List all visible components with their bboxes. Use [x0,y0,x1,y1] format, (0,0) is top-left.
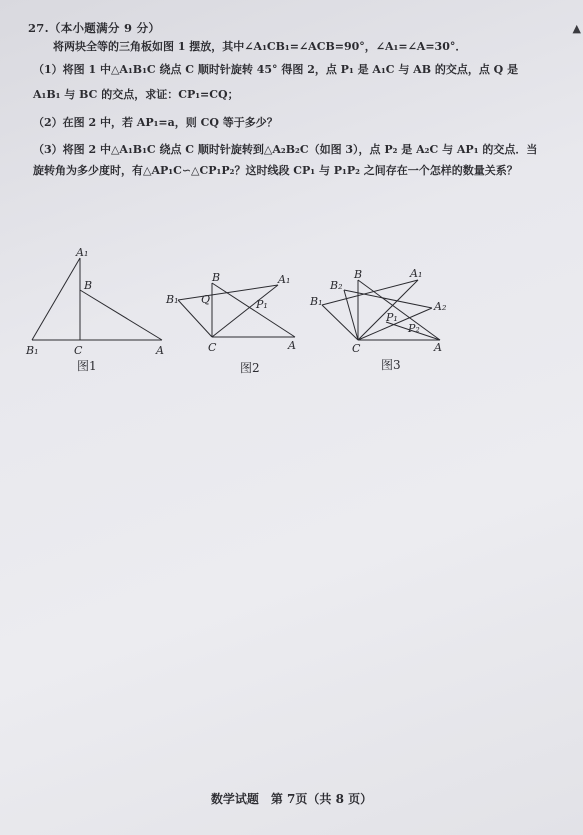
fig3-label-b1: B₁ [310,295,323,308]
fig1-label-a1: A₁ [76,246,89,259]
page-footer: 数学试题 第 7页（共 8 页） [210,792,373,806]
fig3-label-a1: A₁ [410,267,423,280]
fig3-label-c: C [352,342,361,355]
fig1-label-b: B [84,279,93,292]
fig1-label-b1: B₁ [26,344,39,357]
question-header: 27.（本小题满分 9 分） [28,21,161,35]
fig2-label-b1: B₁ [166,293,179,306]
fig2-label-a1: A₁ [278,273,291,286]
fig2-label-q: Q [201,293,211,306]
edge-mark: ▲ [572,22,581,35]
part1-line1: （1）将图 1 中△A₁B₁C 绕点 C 顺时针旋转 45° 得图 2，点 P₁ 是 A₁C 与 AB 的交点，点 Q 是 [33,63,519,76]
fig3-label-p2: P₂ [408,322,420,335]
fig3-caption: 图3 [381,358,401,372]
fig3-label-a: A [434,341,442,354]
fig1-label-a: A [156,344,164,357]
figure-1 [32,258,162,340]
fig2-edge-b-a [212,283,295,337]
fig2-label-a: A [288,339,296,352]
fig3-edge-b2-a2 [344,290,432,308]
fig1-edge-b1-a1 [32,258,80,340]
part2-text: （2）在图 2 中，若 AP₁=a，则 CQ 等于多少？ [33,116,278,129]
question-intro: 将两块全等的三角板如图 1 摆放，其中∠A₁CB₁=∠ACB=90°，∠A₁=∠A=30°． [53,40,467,53]
fig2-label-c: C [208,341,217,354]
fig2-edge-c-a1 [212,285,278,337]
fig3-label-b2: B₂ [330,279,343,292]
part3-text: （3）将图 2 中△A₁B₁C 绕点 C 顺时针旋转到△A₂B₂C（如图 3），点 P₂ 是 A₂C 与 AP₁ 的交点．当旋转角为多少度时，有△AP₁C∽△CP₁P₂？这时线段 CP₁ 与 P₁P₂ 之间存在一个怎样的数量关系？ [33,143,538,177]
fig1-caption: 图1 [77,359,97,373]
fig2-label-p1: P₁ [256,298,268,311]
fig2-caption: 图2 [240,361,260,375]
fig3-label-a2: A₂ [434,300,447,313]
fig1-label-c: C [74,344,83,357]
figure-2 [178,283,295,337]
fig2-label-b: B [212,271,221,284]
fig3-label-b: B [354,268,363,281]
fig3-label-p1: P₁ [386,311,398,324]
fig1-edge-b-a [80,290,162,340]
part1-line2: A₁B₁ 与 BC 的交点，求证：CP₁=CQ； [33,88,239,101]
